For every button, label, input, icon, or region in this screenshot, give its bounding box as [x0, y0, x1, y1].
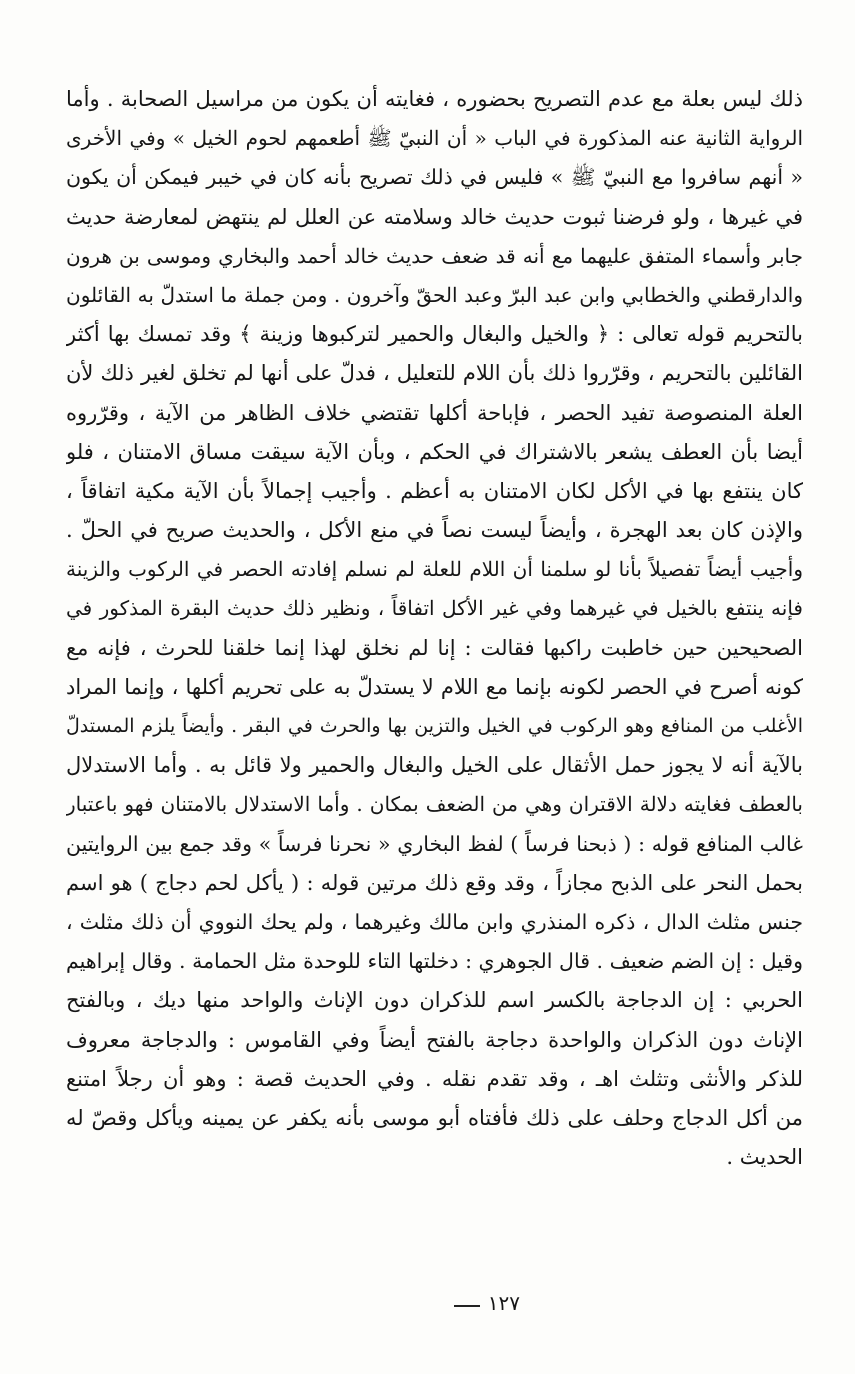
text-line: الحديث . [726, 1145, 803, 1170]
text-line: القائلين بالتحريم ، وقرّروا ذلك بأن اللام للتعليل ، فدلّ على أنها لم تخلق لغير ذلك لأن [66, 361, 803, 386]
page-number: ١٢٧ [487, 1291, 520, 1315]
text-line: بالعطف فغايته دلالة الاقتران وهي من الضعف بمكان . وأما الاستدلال بالامتنان فهو باعتبار [66, 792, 803, 817]
text-line: من أكل الدجاج وحلف على ذلك فأفتاه أبو موسى بأنه يكفر عن يمينه ويأكل وقصّ له [66, 1105, 803, 1130]
text-line: غالب المنافع قوله : ( ذبحنا فرساً ) لفظ البخاري « نحرنا فرساً » وقد جمع بين الروايتين [66, 831, 803, 856]
text-line: والدارقطني والخطابي وابن عبد البرّ وعبد الحقّ وآخرون . ومن جملة ما استدلّ به القائلون [66, 282, 803, 307]
text-line: أيضا بأن العطف يشعر بالاشتراك في الحكم ، وبأن الآية سيقت مساق الامتنان ، فلو [66, 439, 803, 464]
text-line: الإناث دون الذكران والواحدة دجاجة بالفتح أيضاً وفي القاموس : والدجاجة معروف [66, 1027, 803, 1052]
text-line: ذلك ليس بعلة مع عدم التصريح بحضوره ، فغايته أن يكون من مراسيل الصحابة . وأما [66, 87, 803, 111]
text-line: كونه أصرح في الحصر لكونه بإنما مع اللام لا يستدلّ به على تحريم أكلها ، وإنما المراد [66, 674, 803, 699]
text-line: الحربي : إن الدجاجة بالكسر اسم للذكران دون الإناث والواحد منها ديك ، وبالفتح [66, 988, 803, 1013]
text-line: بحمل النحر على الذبح مجازاً ، وقد وقع ذلك مرتين قوله : ( يأكل لحم دجاج ) هو اسم [66, 870, 803, 895]
text-line: والإذن كان بعد الهجرة ، وأيضاً ليست نصاً في منع الأكل ، والحديث صريح في الحلّ . [66, 518, 803, 543]
text-line: فإنه ينتفع بالخيل في غيرهما وفي غير الأكل اتفاقاً ، ونظير ذلك حديث البقرة المذكور في [66, 596, 803, 621]
body-text [66, 80, 803, 1177]
text-line: للذكر والأنثى وتثلث اهـ ، وقد تقدم نقله . وفي الحديث قصة : وهو أن رجلاً امتنع [66, 1066, 803, 1091]
text-line: الرواية الثانية عنه المذكورة في الباب « أن النبيّ ﷺ أطعمهم لحوم الخيل » وفي الأخرى [66, 126, 803, 151]
text-line: وقيل : إن الضم ضعيف . قال الجوهري : دخلتها التاء للوحدة مثل الحمامة . وقال إبراهيم [66, 949, 803, 974]
text-line: « أنهم سافروا مع النبيّ ﷺ » فليس في ذلك تصريح بأنه كان في خيبر فيمكن أن يكون [66, 165, 803, 190]
text-line: بالآية أنه لا يجوز حمل الأثقال على الخيل والبغال والحمير ولا قائل به . وأما الاستدلال [66, 753, 803, 778]
text-line: جنس مثلث الدال ، ذكره المنذري وابن مالك وغيرهما ، ولم يحك النووي أن ذلك مثلث ، [66, 909, 803, 934]
text-line: العلة المنصوصة تفيد الحصر ، فإباحة أكلها تقتضي خلاف الظاهر من الآية ، وقرّروه [66, 400, 803, 425]
text-line: بالتحريم قوله تعالى : ﴿ والخيل والبغال والحمير لتركبوها وزينة ﴾ وقد تمسك بها أكثر [66, 322, 803, 347]
text-line: الأغلب من المنافع وهو الركوب في الخيل والتزين بها والحرث في البقر . وأيضاً يلزم المستدلّ [66, 715, 803, 737]
text-line: وأجيب أيضاً تفصيلاً بأنا لو سلمنا أن اللام للعلة لم نسلم إفادته الحصر في الركوب والزينة [66, 557, 803, 582]
page-footer [400, 1288, 520, 1318]
footer-dash [454, 1305, 480, 1307]
text-line: كان ينتفع بها في الأكل لكان الامتنان به أعظم . وأجيب إجمالاً بأن الآية مكية اتفاقاً ، [66, 478, 803, 503]
text-line: في غيرها ، ولو فرضنا ثبوت حديث خالد وسلامته عن العلل لم ينتهض لمعارضة حديث [66, 204, 803, 229]
text-line: جابر وأسماء المتفق عليهما مع أنه قد ضعف حديث خالد أحمد والبخاري وموسى بن هرون [66, 243, 803, 268]
text-line: الصحيحين حين خاطبت راكبها فقالت : إنا لم نخلق لهذا إنما خلقنا للحرث ، فإنه مع [66, 635, 803, 660]
